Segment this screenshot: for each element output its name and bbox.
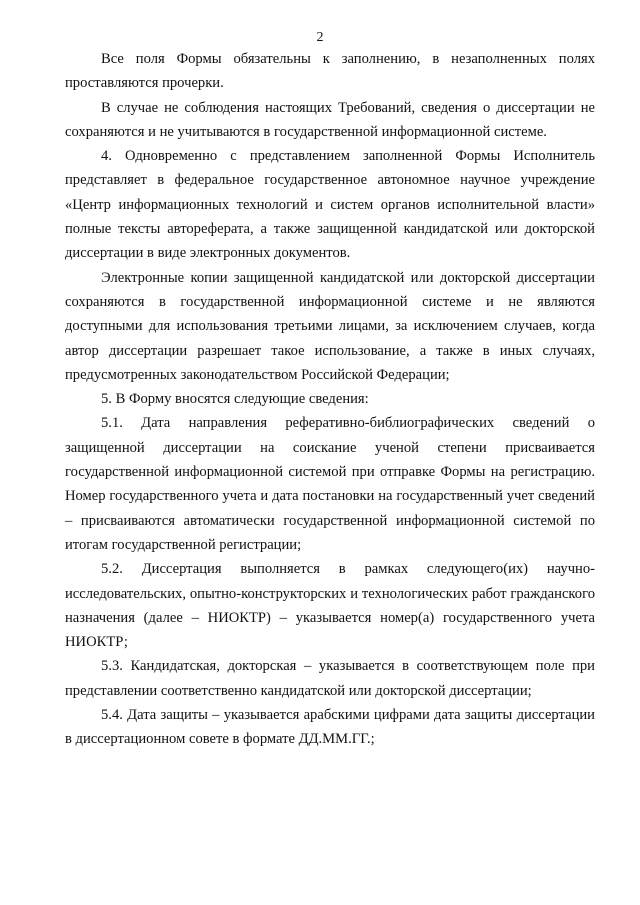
document-body — [65, 47, 595, 752]
paragraph-item-5-3: 5.3. Кандидатская, докторская – указывается в соответствующем поле при представлении соответственно кандидатской или докторской диссертации; — [65, 658, 595, 699]
page-number: 2 — [316, 30, 324, 45]
paragraph-fields-required: Все поля Формы обязательны к заполнению, в незаполненных полях проставляются прочерки. — [65, 51, 595, 92]
paragraph-noncompliance: В случае не соблюдения настоящих Требований, сведения о диссертации не сохраняются и не учитываются в государственной информационной системе. — [65, 99, 595, 140]
paragraph-item-5-2: 5.2. Диссертация выполняется в рамках следующего(их) научно-исследовательских, опытно-конструкторских и технологических работ гражданского назначения (далее – НИОКТР) – указывается номер(а) государственного учета НИОКТР; — [65, 561, 595, 651]
paragraph-item-5-4: 5.4. Дата защиты – указывается арабскими цифрами дата защиты диссертации в диссертационном совете в формате ДД.ММ.ГГ.; — [65, 707, 595, 748]
paragraph-item-5: 5. В Форму вносятся следующие сведения: — [101, 391, 369, 408]
paragraph-electronic-copies: Электронные копии защищенной кандидатской или докторской диссертации сохраняются в государственной информационной системе и не являются доступными для использования третьими лицами, за исключением случаев, когда автор диссертации разрешает такое использование, а также в иных случаях, предусмотренных законодательством Российской Федерации; — [65, 269, 595, 383]
paragraph-item-5-1: 5.1. Дата направления реферативно-библиографических сведений о защищенной диссертации на соискание ученой степени присваивается государственной информационной системой при отправке Формы на регистрацию. Номер государственного учета и дата постановки на государственный учет сведений – присваиваются автоматически государственной информационной системой по итогам государственной регистрации; — [65, 415, 595, 553]
paragraph-item-4: 4. Одновременно с представлением заполненной Формы Исполнитель представляет в федеральное государственное автономное научное учреждение «Центр информационных технологий и систем органов исполнительной власти» полные тексты автореферата, а также защищенной кандидатской или докторской диссертации в виде электронных документов. — [65, 148, 595, 262]
